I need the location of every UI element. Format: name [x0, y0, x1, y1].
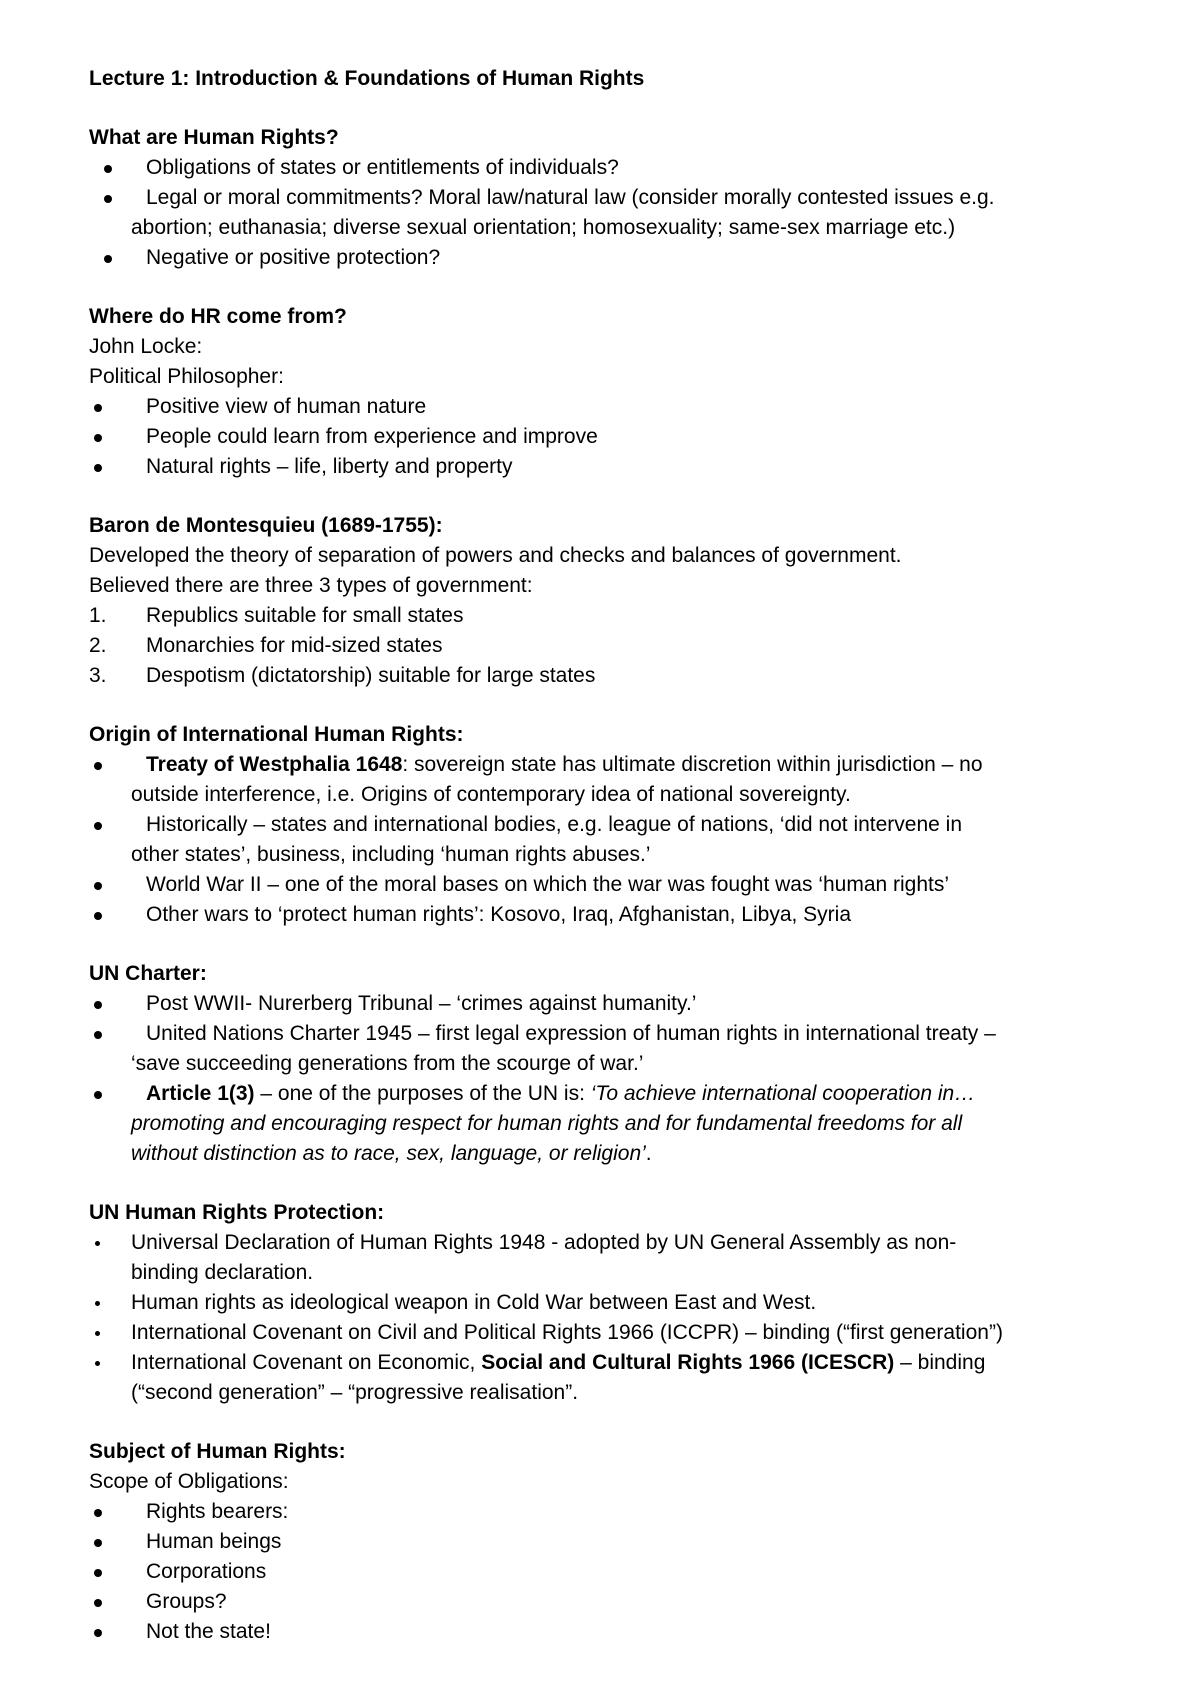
- list-item: [89, 810, 1089, 870]
- list-item: [89, 392, 1089, 422]
- spacer: [89, 930, 1089, 959]
- list-item-text-part: International Covenant on Economic,: [131, 1351, 482, 1374]
- bullet-icon: [94, 404, 102, 412]
- document-content: [89, 64, 1089, 1647]
- list-number: 3.: [89, 664, 107, 687]
- subheading-scope-obligations: Scope of Obligations:: [89, 1470, 289, 1493]
- bullet-icon: [94, 762, 102, 770]
- bullet-icon: [94, 1539, 102, 1547]
- list-item: [89, 1079, 1089, 1169]
- list-item: [89, 661, 1089, 691]
- subheading-john-locke: John Locke:: [89, 335, 203, 358]
- list-item: [89, 989, 1089, 1019]
- list-item-text-part: – binding: [894, 1351, 986, 1374]
- quote-italic: ‘To achieve international cooperation in…: [590, 1082, 976, 1105]
- list-item: [89, 1228, 1089, 1288]
- bullet-icon: [95, 1301, 100, 1306]
- list-item: [89, 1617, 1089, 1647]
- list-item-text: Historically – states and international bodies, e.g. league of nations, ‘did not intervene in: [146, 813, 963, 836]
- subheading-political-philosopher: Political Philosopher:: [89, 365, 284, 388]
- article-1-3-bold: Article 1(3): [146, 1082, 255, 1105]
- list-item: [89, 1288, 1089, 1318]
- list-item-text: Post WWII- Nurerberg Tribunal – ‘crimes against humanity.’: [146, 992, 697, 1015]
- list-item-text: Obligations of states or entitlements of individuals?: [146, 156, 619, 179]
- paragraph-line: Developed the theory of separation of powers and checks and balances of government.: [89, 544, 902, 567]
- list-item: [89, 183, 1089, 243]
- section-heading-what-are-hr: What are Human Rights?: [89, 126, 339, 149]
- section-heading-origin-international-hr: Origin of International Human Rights:: [89, 723, 464, 746]
- quote-period: .: [645, 1142, 652, 1165]
- list-item-text: Groups?: [146, 1590, 227, 1613]
- bullet-icon: [104, 195, 112, 203]
- list-item-text: Human rights as ideological weapon in Cold War between East and West.: [131, 1291, 817, 1314]
- section-heading-un-hr-protection: UN Human Rights Protection:: [89, 1201, 385, 1224]
- list-item-text-rest: – one of the purposes of the UN is:: [254, 1082, 591, 1105]
- bullet-icon: [94, 434, 102, 442]
- bullet-icon: [104, 255, 112, 263]
- section-heading-un-charter: UN Charter:: [89, 962, 207, 985]
- list-item: [89, 243, 1089, 273]
- spacer: [89, 691, 1089, 720]
- list-item: [89, 452, 1089, 482]
- list-item: [89, 870, 1089, 900]
- icescr-bold: Social and Cultural Rights 1966 (ICESCR): [481, 1351, 895, 1374]
- bullet-list-subject: [89, 1497, 1089, 1647]
- list-item: [89, 1527, 1089, 1557]
- list-number: 1.: [89, 604, 107, 627]
- list-item: [89, 900, 1089, 930]
- bullet-list-un-charter: [89, 989, 1089, 1169]
- document-title: Lecture 1: Introduction & Foundations of Human Rights: [89, 67, 645, 90]
- list-item: [89, 1587, 1089, 1617]
- list-number: 2.: [89, 634, 107, 657]
- bullet-icon: [94, 1629, 102, 1637]
- list-item-text: Rights bearers:: [146, 1500, 289, 1523]
- bullet-icon: [94, 822, 102, 830]
- list-item: [89, 1318, 1089, 1348]
- paragraph-line: Believed there are three 3 types of government:: [89, 574, 533, 597]
- spacer: [89, 1169, 1089, 1198]
- quote-italic-end: without distinction as to race, sex, language, or religion’: [131, 1142, 646, 1165]
- section-heading-subject-hr: Subject of Human Rights:: [89, 1440, 346, 1463]
- bullet-icon: [94, 464, 102, 472]
- list-item-text: Negative or positive protection?: [146, 246, 441, 269]
- list-item: [89, 1557, 1089, 1587]
- list-item-text: Universal Declaration of Human Rights 1948 - adopted by UN General Assembly as non-: [131, 1231, 957, 1254]
- spacer: [89, 1408, 1089, 1437]
- list-item-text-continued: other states’, business, including ‘human rights abuses.’: [131, 843, 651, 866]
- list-item: [89, 153, 1089, 183]
- spacer: [89, 482, 1089, 511]
- list-item-text: [131, 1079, 1089, 1109]
- list-item-text: Republics suitable for small states: [146, 604, 464, 627]
- list-item-text-continued: outside interference, i.e. Origins of contemporary idea of national sovereignty.: [131, 783, 851, 806]
- list-item-text: Human beings: [146, 1530, 282, 1553]
- bullet-list-un-hr-protection: [89, 1228, 1089, 1408]
- list-item: [89, 1497, 1089, 1527]
- list-item-text-continued: binding declaration.: [131, 1261, 314, 1284]
- section-heading-montesquieu: Baron de Montesquieu (1689-1755):: [89, 514, 443, 537]
- list-item-text-continued: abortion; euthanasia; diverse sexual orientation; homosexuality; same-sex marriage etc.): [131, 216, 956, 239]
- list-item: [89, 1348, 1089, 1408]
- bullet-icon: [104, 165, 112, 173]
- bullet-icon: [94, 1001, 102, 1009]
- bullet-list-what-are-hr: [89, 153, 1089, 273]
- bullet-list-origin: [89, 750, 1089, 930]
- bullet-icon: [94, 1509, 102, 1517]
- quote-italic-continued: promoting and encouraging respect for human rights and for fundamental freedoms for all: [131, 1112, 963, 1135]
- list-item-text: World War II – one of the moral bases on which the war was fought was ‘human rights’: [146, 873, 950, 896]
- spacer: [89, 94, 1089, 123]
- list-item-text: Natural rights – life, liberty and property: [146, 455, 513, 478]
- bullet-list-locke: [89, 392, 1089, 482]
- bullet-icon: [94, 912, 102, 920]
- list-item: [89, 631, 1089, 661]
- bullet-icon: [94, 1031, 102, 1039]
- bullet-icon: [94, 1569, 102, 1577]
- list-item-text-continued: ‘save succeeding generations from the scourge of war.’: [131, 1052, 644, 1075]
- list-item-text-continued: (“second generation” – “progressive realisation”.: [131, 1381, 579, 1404]
- quote-italic-continued: [131, 1139, 1089, 1169]
- list-item-text: International Covenant on Civil and Political Rights 1966 (ICCPR) – binding (“first generation”): [131, 1321, 1003, 1344]
- list-item-text: Other wars to ‘protect human rights’: Kosovo, Iraq, Afghanistan, Libya, Syria: [146, 903, 852, 926]
- list-item: [89, 422, 1089, 452]
- list-item-text: Monarchies for mid-sized states: [146, 634, 443, 657]
- spacer: [89, 273, 1089, 302]
- list-item-text: Positive view of human nature: [146, 395, 427, 418]
- list-item-text: Legal or moral commitments? Moral law/natural law (consider morally contested issues e.g.: [146, 186, 995, 209]
- list-item-text: Corporations: [146, 1560, 267, 1583]
- list-item: [89, 750, 1089, 810]
- bullet-icon: [95, 1331, 100, 1336]
- list-item: [89, 601, 1089, 631]
- list-item-text: People could learn from experience and improve: [146, 425, 598, 448]
- list-item-text: Not the state!: [146, 1620, 271, 1643]
- bullet-icon: [95, 1241, 100, 1246]
- bullet-icon: [94, 1091, 102, 1099]
- bullet-icon: [94, 1599, 102, 1607]
- list-item-text: United Nations Charter 1945 – first legal expression of human rights in international treaty –: [146, 1022, 996, 1045]
- section-heading-where-hr-from: Where do HR come from?: [89, 305, 347, 328]
- treaty-westphalia-bold: Treaty of Westphalia 1648: [146, 753, 403, 776]
- bullet-icon: [95, 1361, 100, 1366]
- numbered-list-government-types: [89, 601, 1089, 691]
- bullet-icon: [94, 882, 102, 890]
- list-item-text: [131, 1348, 1089, 1378]
- list-item-text: Despotism (dictatorship) suitable for large states: [146, 664, 596, 687]
- list-item: [89, 1019, 1089, 1079]
- list-item-text: [131, 750, 1089, 780]
- list-item-text-rest: : sovereign state has ultimate discretion within jurisdiction – no: [402, 753, 983, 776]
